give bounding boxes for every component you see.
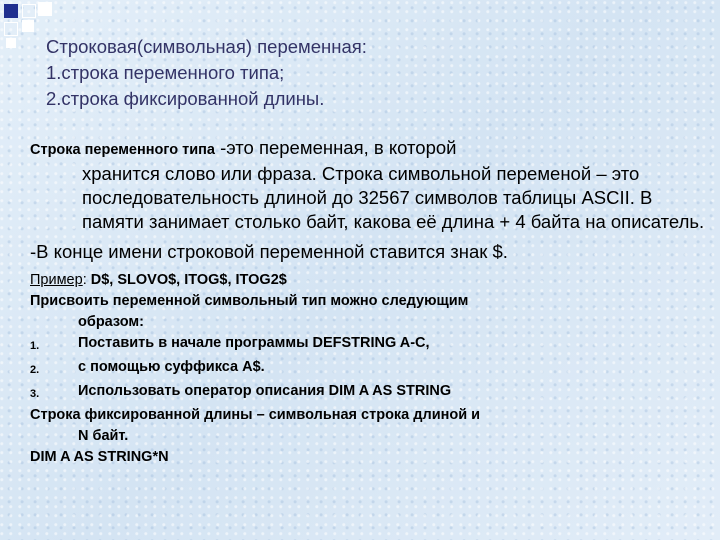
step-item: [30, 357, 710, 381]
step-text: Поставить в начале программы DEFSTRING A-C,: [78, 335, 430, 351]
corner-square: [22, 20, 34, 32]
step-item: [30, 381, 710, 405]
example-sep: :: [82, 272, 87, 288]
step-text: Использовать оператор описания DIM A AS STRING: [78, 383, 452, 399]
example-line: [30, 270, 710, 291]
suffix-note: -В конце имени строковой переменной ставится знак $.: [30, 241, 508, 262]
slide-body: [30, 136, 710, 468]
fixed-text: Строка фиксированной длины – символьная строка длиной и: [30, 407, 481, 423]
step-item: [30, 333, 710, 357]
example-value: D$, SLOVO$, ITOG$, ITOG2$: [86, 272, 287, 288]
title-line: Строковая(символьная) переменная:: [46, 36, 367, 57]
slide-title: [46, 34, 646, 112]
corner-square: [4, 4, 18, 18]
definition-paragraph: [30, 136, 710, 234]
dim-statement: DIM A AS STRING*N: [30, 449, 169, 465]
assign-line: [30, 291, 710, 333]
corner-square: [6, 38, 16, 48]
fixed-continuation: N байт.: [78, 428, 129, 444]
title-line: 1.строка переменного типа;: [46, 62, 285, 83]
step-number: 1.: [30, 340, 40, 352]
corner-square: [38, 2, 52, 16]
assign-continuation: образом:: [78, 314, 144, 330]
definition-term: Строка переменного типа: [30, 142, 215, 158]
corner-square: [4, 22, 18, 36]
definition-continuation: хранится слово или фраза. Строка символьной переменой – это последовательность длиной до 32567 символов таблицы ASCII. В памяти занимает столько байт, какова её длина + 4 байта на описатель.: [82, 163, 705, 232]
title-line: 2.строка фиксированной длины.: [46, 88, 325, 109]
definition-text: -это переменная, в которой: [214, 137, 457, 158]
corner-square: [22, 4, 36, 18]
step-text: с помощью суффикса A$.: [78, 359, 265, 375]
assign-text: Присвоить переменной символьный тип можно следующим: [30, 293, 469, 309]
step-number: 3.: [30, 388, 40, 400]
fixed-length-line: [30, 405, 710, 447]
example-label: Пример: [30, 272, 83, 288]
step-number: 2.: [30, 364, 40, 376]
